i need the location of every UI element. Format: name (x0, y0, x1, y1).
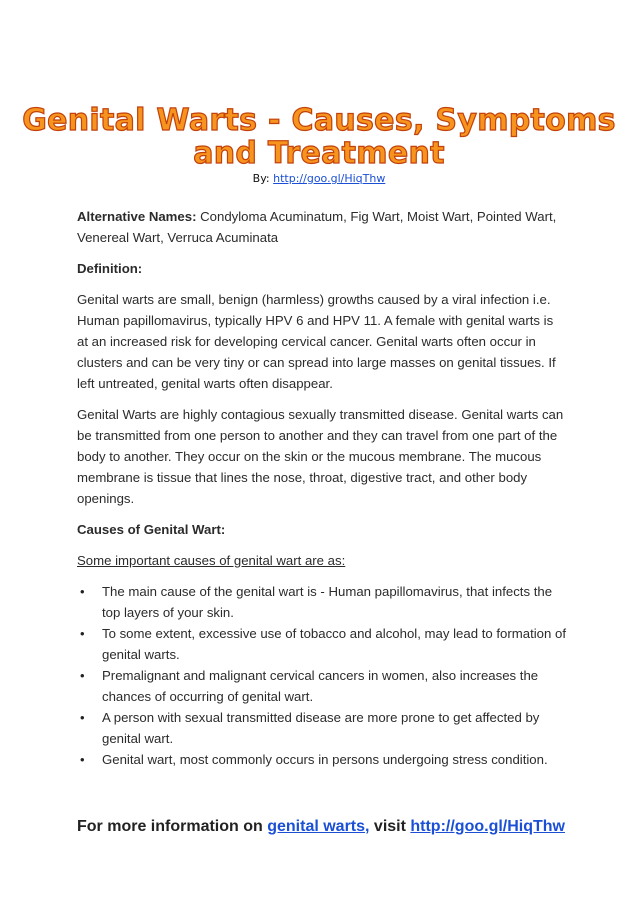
list-item: • Genital wart, most commonly occurs in persons undergoing stress condition. (102, 749, 567, 770)
title-line-1: Genital Warts - Causes, Symptoms (22, 103, 616, 138)
causes-heading-text: Causes of Genital Wart: (77, 522, 226, 537)
footer-prefix: For more information on (77, 818, 268, 835)
byline (0, 172, 638, 185)
list-item: • The main cause of the genital wart is - Human papillomavirus, that infects the top layers of your skin. (102, 581, 567, 623)
definition-paragraph-2: Genital Warts are highly contagious sexually transmitted disease. Genital warts can be transmitted from one person to another and they can travel from one part of the body to another. They occur on the skin or the mucous membrane. The mucous membrane is tissue that lines the nose, throat, digestive tract, and other body openings. (77, 407, 564, 506)
title-line-2: and Treatment (193, 136, 445, 171)
genital-warts-link[interactable]: genital warts, (267, 818, 370, 835)
alternative-names-text: Condyloma Acuminatum, Fig Wart, Moist Wart, Pointed Wart, Venereal Wart, Verruca Acuminata (77, 209, 557, 245)
causes-list (77, 581, 567, 770)
footer-url-link[interactable]: http://goo.gl/HiqThw (410, 818, 565, 835)
byline-link[interactable]: http://goo.gl/HiqThw (273, 172, 386, 185)
byline-prefix: By: (252, 172, 274, 185)
article-body (77, 206, 567, 770)
causes-heading (77, 519, 567, 540)
list-item: • To some extent, excessive use of tobacco and alcohol, may lead to formation of genital warts. (102, 623, 567, 665)
list-item: • Premalignant and malignant cervical cancers in women, also increases the chances of occurring of genital wart. (102, 665, 567, 707)
footer-more-info (77, 818, 565, 836)
alternative-names-label: Alternative Names: (77, 209, 197, 224)
footer-middle: visit (369, 818, 411, 835)
page-title (0, 104, 638, 170)
alternative-names (77, 206, 567, 248)
definition-heading (77, 258, 567, 279)
causes-intro: Some important causes of genital wart are as: (77, 553, 346, 568)
definition-paragraph-1: Genital warts are small, benign (harmless) growths caused by a viral infection i.e. Human papillomavirus, typically HPV 6 and HPV 11. A female with genital warts is at an increased risk for developing cervical cancer. Genital warts often occur in clusters and can be very tiny or can spread into large masses on genital tissues. If left untreated, genital warts often disappear. (77, 292, 556, 391)
list-item: • A person with sexual transmitted disease are more prone to get affected by genital wart. (102, 707, 567, 749)
definition-heading-text: Definition: (77, 261, 143, 276)
